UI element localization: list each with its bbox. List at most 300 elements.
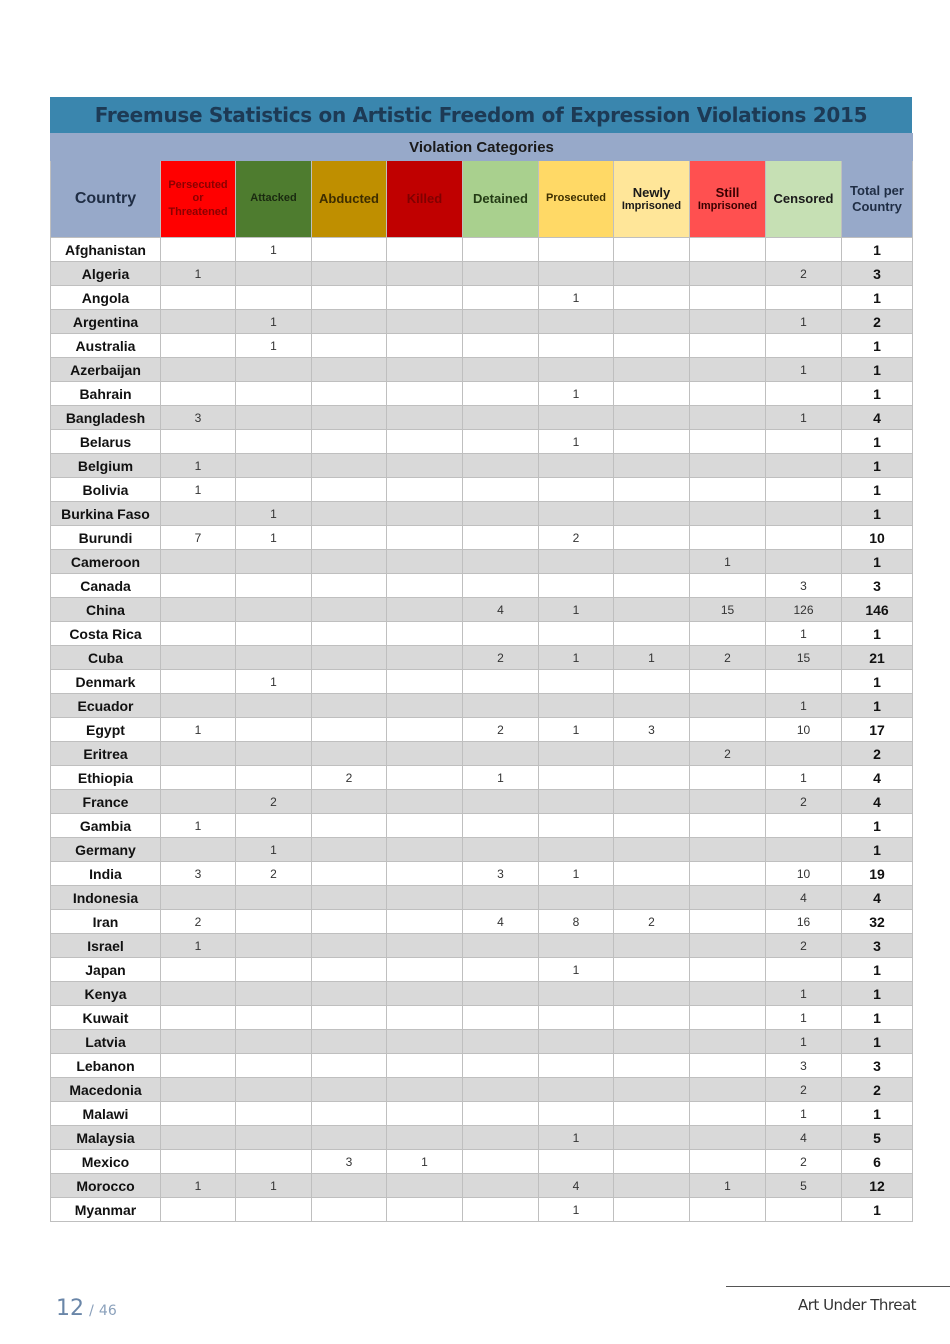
still-imprisoned-cell	[690, 1030, 766, 1054]
violations-table-container	[50, 97, 912, 1222]
attacked-cell	[236, 814, 312, 838]
newly-imprisoned-cell	[614, 766, 690, 790]
total-label-line1: Total per	[850, 183, 904, 199]
detained-cell	[463, 814, 539, 838]
censored-cell: 1	[766, 1102, 842, 1126]
prosecuted-cell	[539, 1006, 614, 1030]
prosecuted-cell: 1	[539, 598, 614, 622]
country-cell: India	[51, 862, 161, 886]
detained-cell	[463, 958, 539, 982]
censored-cell: 1	[766, 1030, 842, 1054]
newly-imprisoned-cell	[614, 814, 690, 838]
newly-label-line1: Newly	[632, 184, 671, 200]
table-row	[51, 598, 913, 622]
still-imprisoned-cell	[690, 958, 766, 982]
censored-cell: 1	[766, 406, 842, 430]
attacked-cell	[236, 958, 312, 982]
still-imprisoned-cell: 2	[690, 742, 766, 766]
detained-cell	[463, 982, 539, 1006]
killed-cell	[387, 646, 463, 670]
newly-imprisoned-cell	[614, 1126, 690, 1150]
prosecuted-cell: 1	[539, 430, 614, 454]
killed-cell	[387, 262, 463, 286]
killed-cell	[387, 478, 463, 502]
killed-cell	[387, 862, 463, 886]
total-cell: 3	[842, 1054, 913, 1078]
detained-cell	[463, 310, 539, 334]
censored-cell: 2	[766, 790, 842, 814]
still-imprisoned-cell	[690, 502, 766, 526]
total-cell: 3	[842, 934, 913, 958]
table-row	[51, 886, 913, 910]
persecuted-cell	[161, 982, 236, 1006]
killed-cell	[387, 454, 463, 478]
still-imprisoned-cell	[690, 238, 766, 262]
persecuted-cell	[161, 502, 236, 526]
detained-cell	[463, 1126, 539, 1150]
killed-cell	[387, 838, 463, 862]
total-cell: 1	[842, 670, 913, 694]
country-cell: Ethiopia	[51, 766, 161, 790]
newly-imprisoned-cell	[614, 382, 690, 406]
prosecuted-cell	[539, 670, 614, 694]
killed-cell	[387, 1078, 463, 1102]
censored-cell	[766, 550, 842, 574]
country-cell: Australia	[51, 334, 161, 358]
still-imprisoned-cell	[690, 934, 766, 958]
newly-imprisoned-cell	[614, 406, 690, 430]
still-imprisoned-cell	[690, 478, 766, 502]
still-imprisoned-cell	[690, 1150, 766, 1174]
table-row	[51, 670, 913, 694]
total-cell: 1	[842, 1030, 913, 1054]
attacked-cell: 1	[236, 334, 312, 358]
table-row	[51, 982, 913, 1006]
censored-cell: 1	[766, 622, 842, 646]
country-cell: Ecuador	[51, 694, 161, 718]
censored-cell	[766, 382, 842, 406]
persecuted-cell: 1	[161, 934, 236, 958]
killed-column-header: Killed	[387, 161, 463, 238]
detained-cell	[463, 382, 539, 406]
killed-cell	[387, 910, 463, 934]
still-imprisoned-cell	[690, 982, 766, 1006]
detained-cell	[463, 238, 539, 262]
censored-cell: 2	[766, 1078, 842, 1102]
prosecuted-cell: 1	[539, 862, 614, 886]
prosecuted-cell: 1	[539, 646, 614, 670]
censored-cell: 4	[766, 1126, 842, 1150]
censored-cell: 2	[766, 1150, 842, 1174]
attacked-cell	[236, 982, 312, 1006]
abducted-cell	[312, 646, 387, 670]
persecuted-column-header	[161, 161, 236, 238]
newly-imprisoned-column-header	[614, 161, 690, 238]
censored-cell	[766, 526, 842, 550]
abducted-cell	[312, 478, 387, 502]
attacked-cell	[236, 1102, 312, 1126]
table-row	[51, 262, 913, 286]
censored-cell: 3	[766, 574, 842, 598]
censored-cell	[766, 478, 842, 502]
persecuted-cell	[161, 334, 236, 358]
abducted-cell	[312, 934, 387, 958]
table-row	[51, 1006, 913, 1030]
censored-cell: 2	[766, 934, 842, 958]
prosecuted-cell	[539, 262, 614, 286]
detained-cell	[463, 526, 539, 550]
newly-imprisoned-cell	[614, 526, 690, 550]
prosecuted-cell	[539, 1054, 614, 1078]
table-row	[51, 694, 913, 718]
detained-cell	[463, 502, 539, 526]
attacked-cell	[236, 1006, 312, 1030]
persecuted-cell: 1	[161, 814, 236, 838]
country-cell: Burkina Faso	[51, 502, 161, 526]
table-row	[51, 838, 913, 862]
newly-imprisoned-cell	[614, 622, 690, 646]
prosecuted-cell	[539, 406, 614, 430]
still-imprisoned-cell	[690, 1078, 766, 1102]
still-imprisoned-cell	[690, 382, 766, 406]
still-imprisoned-cell	[690, 910, 766, 934]
table-title: Freemuse Statistics on Artistic Freedom of Expression Violations 2015	[50, 97, 912, 133]
attacked-cell	[236, 1078, 312, 1102]
persecuted-cell: 1	[161, 262, 236, 286]
detained-cell	[463, 1102, 539, 1126]
censored-cell: 3	[766, 1054, 842, 1078]
killed-cell	[387, 574, 463, 598]
total-cell: 12	[842, 1174, 913, 1198]
attacked-cell	[236, 598, 312, 622]
total-cell: 1	[842, 358, 913, 382]
footer-divider	[726, 1286, 950, 1287]
table-row	[51, 862, 913, 886]
persecuted-cell	[161, 958, 236, 982]
total-cell: 1	[842, 238, 913, 262]
attacked-cell: 1	[236, 526, 312, 550]
detained-cell	[463, 1078, 539, 1102]
table-row	[51, 478, 913, 502]
attacked-cell	[236, 574, 312, 598]
newly-imprisoned-cell	[614, 478, 690, 502]
total-cell: 1	[842, 502, 913, 526]
table-body	[51, 238, 913, 1222]
country-cell: China	[51, 598, 161, 622]
persecuted-label-line1: Persecuted	[168, 179, 228, 192]
table-row	[51, 502, 913, 526]
table-row	[51, 790, 913, 814]
country-cell: Lebanon	[51, 1054, 161, 1078]
prosecuted-cell	[539, 358, 614, 382]
attacked-cell: 1	[236, 1174, 312, 1198]
total-cell: 1	[842, 334, 913, 358]
persecuted-cell: 3	[161, 406, 236, 430]
abducted-cell: 3	[312, 1150, 387, 1174]
persecuted-cell	[161, 646, 236, 670]
table-row	[51, 406, 913, 430]
attacked-cell	[236, 718, 312, 742]
killed-cell	[387, 382, 463, 406]
attacked-cell	[236, 646, 312, 670]
abducted-cell	[312, 1126, 387, 1150]
killed-cell	[387, 526, 463, 550]
persecuted-label-line2: or	[192, 192, 204, 205]
persecuted-cell	[161, 1030, 236, 1054]
detained-cell	[463, 622, 539, 646]
attacked-cell: 1	[236, 238, 312, 262]
total-cell: 1	[842, 454, 913, 478]
country-cell: Israel	[51, 934, 161, 958]
country-cell: Latvia	[51, 1030, 161, 1054]
prosecuted-cell	[539, 766, 614, 790]
persecuted-cell	[161, 574, 236, 598]
newly-imprisoned-cell	[614, 454, 690, 478]
killed-cell	[387, 718, 463, 742]
newly-imprisoned-cell	[614, 550, 690, 574]
still-imprisoned-cell	[690, 622, 766, 646]
country-cell: Afghanistan	[51, 238, 161, 262]
country-cell: Morocco	[51, 1174, 161, 1198]
page-separator: /	[89, 1303, 94, 1319]
country-cell: Cuba	[51, 646, 161, 670]
still-imprisoned-cell: 1	[690, 550, 766, 574]
detained-cell	[463, 742, 539, 766]
country-cell: Gambia	[51, 814, 161, 838]
persecuted-cell	[161, 238, 236, 262]
prosecuted-cell	[539, 310, 614, 334]
prosecuted-cell	[539, 790, 614, 814]
table-row	[51, 742, 913, 766]
newly-imprisoned-cell	[614, 1078, 690, 1102]
prosecuted-cell: 1	[539, 286, 614, 310]
attacked-cell	[236, 1126, 312, 1150]
prosecuted-cell	[539, 502, 614, 526]
table-row	[51, 550, 913, 574]
table-row	[51, 1198, 913, 1222]
censored-cell	[766, 430, 842, 454]
abducted-cell	[312, 790, 387, 814]
attacked-cell	[236, 406, 312, 430]
prosecuted-cell	[539, 574, 614, 598]
prosecuted-cell: 8	[539, 910, 614, 934]
table-row	[51, 526, 913, 550]
censored-cell: 1	[766, 766, 842, 790]
violations-table	[50, 133, 913, 1222]
still-imprisoned-cell	[690, 262, 766, 286]
country-cell: Kuwait	[51, 1006, 161, 1030]
total-cell: 1	[842, 838, 913, 862]
killed-cell	[387, 886, 463, 910]
detained-cell	[463, 1030, 539, 1054]
still-imprisoned-cell: 2	[690, 646, 766, 670]
prosecuted-cell: 1	[539, 382, 614, 406]
censored-cell	[766, 454, 842, 478]
abducted-cell	[312, 430, 387, 454]
killed-cell	[387, 1006, 463, 1030]
abducted-column-header: Abducted	[312, 161, 387, 238]
total-cell: 1	[842, 430, 913, 454]
censored-cell: 10	[766, 718, 842, 742]
newly-imprisoned-cell	[614, 574, 690, 598]
detained-cell	[463, 790, 539, 814]
table-row	[51, 910, 913, 934]
persecuted-cell	[161, 622, 236, 646]
prosecuted-cell	[539, 1030, 614, 1054]
attacked-cell	[236, 742, 312, 766]
table-row	[51, 430, 913, 454]
country-cell: Burundi	[51, 526, 161, 550]
censored-cell	[766, 502, 842, 526]
table-row	[51, 574, 913, 598]
killed-cell	[387, 406, 463, 430]
censored-cell	[766, 958, 842, 982]
country-cell: Iran	[51, 910, 161, 934]
attacked-cell	[236, 478, 312, 502]
killed-cell	[387, 1102, 463, 1126]
persecuted-cell	[161, 1078, 236, 1102]
abducted-cell	[312, 910, 387, 934]
newly-imprisoned-cell	[614, 238, 690, 262]
country-cell: Japan	[51, 958, 161, 982]
abducted-cell	[312, 382, 387, 406]
country-cell: Belarus	[51, 430, 161, 454]
persecuted-cell	[161, 670, 236, 694]
country-cell: Kenya	[51, 982, 161, 1006]
still-imprisoned-cell	[690, 718, 766, 742]
still-imprisoned-cell	[690, 1006, 766, 1030]
attacked-cell	[236, 886, 312, 910]
persecuted-cell: 2	[161, 910, 236, 934]
killed-cell	[387, 622, 463, 646]
persecuted-cell	[161, 430, 236, 454]
persecuted-cell	[161, 1006, 236, 1030]
country-cell: Belgium	[51, 454, 161, 478]
newly-imprisoned-cell	[614, 742, 690, 766]
total-label-line2: Country	[852, 199, 902, 214]
prosecuted-cell	[539, 478, 614, 502]
persecuted-cell: 1	[161, 1174, 236, 1198]
newly-imprisoned-cell	[614, 838, 690, 862]
prosecuted-cell	[539, 238, 614, 262]
detained-cell: 4	[463, 598, 539, 622]
prosecuted-cell	[539, 814, 614, 838]
censored-cell: 2	[766, 262, 842, 286]
abducted-cell	[312, 958, 387, 982]
still-imprisoned-cell	[690, 670, 766, 694]
total-cell: 4	[842, 790, 913, 814]
attacked-cell: 2	[236, 862, 312, 886]
censored-cell: 4	[766, 886, 842, 910]
table-row	[51, 1174, 913, 1198]
abducted-cell	[312, 1054, 387, 1078]
attacked-cell	[236, 766, 312, 790]
prosecuted-column-header: Prosecuted	[539, 161, 614, 238]
detained-cell	[463, 1054, 539, 1078]
censored-cell	[766, 334, 842, 358]
country-cell: Egypt	[51, 718, 161, 742]
still-imprisoned-cell	[690, 1054, 766, 1078]
detained-cell: 2	[463, 718, 539, 742]
persecuted-cell	[161, 790, 236, 814]
total-cell: 32	[842, 910, 913, 934]
newly-imprisoned-cell	[614, 1174, 690, 1198]
attacked-cell: 1	[236, 838, 312, 862]
abducted-cell	[312, 1102, 387, 1126]
table-row	[51, 766, 913, 790]
abducted-cell	[312, 1006, 387, 1030]
detained-cell	[463, 934, 539, 958]
killed-cell	[387, 694, 463, 718]
total-cell: 1	[842, 1006, 913, 1030]
abducted-cell	[312, 1030, 387, 1054]
abducted-cell	[312, 1174, 387, 1198]
killed-cell	[387, 1054, 463, 1078]
table-row	[51, 382, 913, 406]
still-imprisoned-cell	[690, 454, 766, 478]
country-cell: Bangladesh	[51, 406, 161, 430]
killed-cell	[387, 238, 463, 262]
still-imprisoned-cell: 15	[690, 598, 766, 622]
persecuted-cell	[161, 1126, 236, 1150]
newly-imprisoned-cell	[614, 310, 690, 334]
detained-cell	[463, 454, 539, 478]
total-cell: 2	[842, 310, 913, 334]
killed-cell	[387, 766, 463, 790]
total-cell: 4	[842, 886, 913, 910]
total-cell: 2	[842, 742, 913, 766]
persecuted-cell	[161, 1054, 236, 1078]
still-imprisoned-cell	[690, 286, 766, 310]
persecuted-cell	[161, 838, 236, 862]
newly-imprisoned-cell	[614, 262, 690, 286]
total-cell: 1	[842, 694, 913, 718]
killed-cell	[387, 334, 463, 358]
persecuted-cell	[161, 766, 236, 790]
detained-cell: 4	[463, 910, 539, 934]
total-cell: 1	[842, 1102, 913, 1126]
prosecuted-cell	[539, 982, 614, 1006]
abducted-cell	[312, 238, 387, 262]
newly-label-line2: Imprisoned	[621, 200, 682, 213]
attacked-cell	[236, 262, 312, 286]
page-current: 12	[56, 1296, 84, 1321]
abducted-cell	[312, 886, 387, 910]
detained-cell	[463, 886, 539, 910]
attacked-cell	[236, 358, 312, 382]
abducted-cell	[312, 454, 387, 478]
censored-cell	[766, 1198, 842, 1222]
country-cell: Argentina	[51, 310, 161, 334]
detained-cell	[463, 694, 539, 718]
attacked-cell	[236, 382, 312, 406]
detained-cell: 2	[463, 646, 539, 670]
detained-cell: 3	[463, 862, 539, 886]
abducted-cell	[312, 286, 387, 310]
attacked-cell: 1	[236, 310, 312, 334]
attacked-cell	[236, 694, 312, 718]
still-imprisoned-cell	[690, 766, 766, 790]
persecuted-cell	[161, 1102, 236, 1126]
attacked-column-header: Attacked	[236, 161, 312, 238]
country-cell: France	[51, 790, 161, 814]
detained-cell	[463, 1174, 539, 1198]
total-cell: 21	[842, 646, 913, 670]
still-imprisoned-cell	[690, 574, 766, 598]
country-cell: Malawi	[51, 1102, 161, 1126]
still-label-line1: Still	[715, 184, 740, 200]
killed-cell	[387, 430, 463, 454]
